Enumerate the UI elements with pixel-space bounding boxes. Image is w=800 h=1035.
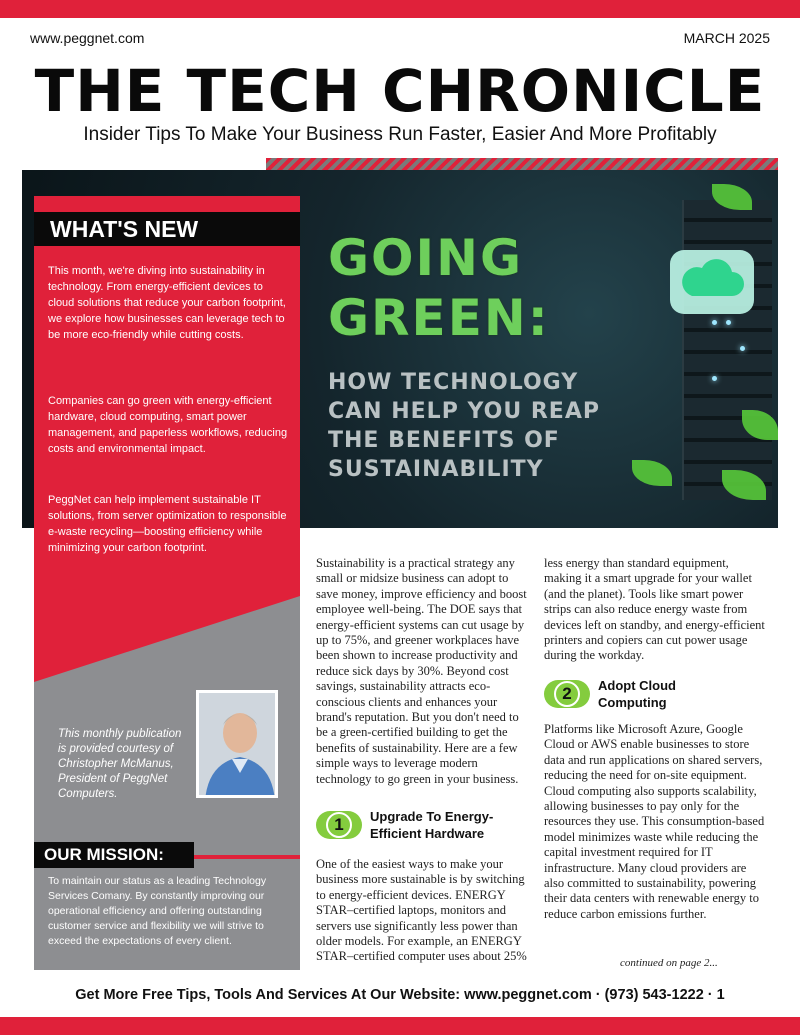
author-photo (196, 690, 278, 798)
newsletter-tagline: Insider Tips To Make Your Business Run Faster, Easier And More Profitably (83, 124, 717, 145)
decorative-stripe (266, 158, 778, 170)
mission-heading: OUR MISSION: (34, 842, 194, 868)
footer-text[interactable]: Get More Free Tips, Tools And Services At Our Website: www.peggnet.com · (973) 543-1222 · 1 (75, 987, 725, 1003)
server-led (740, 346, 745, 351)
whats-new-paragraph: This month, we're diving into sustainability in technology. From energy-efficient devices to cloud solutions that reduce your carbon footprint, we explore how businesses can leverage tech to be more eco-friendly while cutting costs. (48, 265, 286, 341)
bottom-red-bar (0, 1017, 800, 1035)
mission-divider (194, 855, 300, 859)
cloud-icon (662, 230, 762, 330)
hero-title (328, 228, 550, 348)
whats-new-paragraph: PeggNet can help implement sustainable IT solutions, from server optimization to responsible e-waste recycling—boosting efficiency while minimizing your carbon footprint. (48, 494, 287, 554)
section-2-title: Adopt Cloud Computing (598, 678, 676, 710)
section-1-text: One of the easiest ways to make your business more sustainable is by switching to energy-efficient devices. ENERGY STAR–certified laptops, monitors and servers use significantly less power than older models. For example, an ENERGY STAR–certified computer uses about 25% (316, 857, 527, 964)
number-badge (544, 680, 590, 708)
continued-note: continued on page 2... (620, 957, 718, 969)
section-1-title: Upgrade To Energy-Efficient Hardware (370, 809, 494, 841)
hero-subtitle-line: CAN HELP YOU REAP (328, 399, 600, 424)
hero-subtitle (328, 368, 600, 484)
whats-new-heading: WHAT'S NEW (34, 212, 300, 246)
newsletter-title: THE TECH CHRONICLE (34, 57, 766, 125)
mission-text: To maintain our status as a leading Technology Services Comany. By constantly improving our operational efficiency and offering outstanding customer service and flexibility we will strive to exceed the expectations of every client. (48, 875, 267, 947)
top-red-bar (0, 0, 800, 18)
issue-date: MARCH 2025 (683, 30, 770, 46)
hero-title-line: GREEN: (328, 289, 550, 347)
server-led (712, 376, 717, 381)
article-intro: Sustainability is a practical strategy any small or midsize business can adopt to save money, improve efficiency and boost employee well-being. The DOE says that energy-efficient systems can cut usage by up to 75%, and greener workplaces have been shown to increase productivity and reduce sick days by 30%. Beyond cost savings, sustainability attracts eco-conscious clients and enhances your brand's reputation. But you don't need to be a green-certified building to get the benefits of sustainability. Here are a few simple ways to leverage modern technology to go green in your business. (316, 556, 527, 786)
whats-new-paragraph: Companies can go green with energy-efficient hardware, cloud computing, smart power management, and paperless workflows, reducing costs and environmental impact. (48, 395, 288, 455)
number-badge (316, 811, 362, 839)
section-2-heading (544, 677, 708, 711)
website-url[interactable]: www.peggnet.com (30, 30, 145, 46)
hero-subtitle-line: HOW TECHNOLOGY (328, 370, 579, 395)
badge-number: 2 (554, 681, 580, 707)
article-column-2-text: less energy than standard equipment, making it a smart upgrade for your wallet (and the planet). Tools like smart power strips can also reduce energy waste from devices left on standby, and energy-efficient printers and copiers can cut power usage during the workday. (544, 556, 765, 663)
leaf-graphic (632, 460, 672, 486)
hero-subtitle-line: THE BENEFITS OF (328, 428, 560, 453)
hero-title-line: GOING (328, 229, 524, 287)
section-1-heading (316, 808, 510, 842)
badge-number: 1 (326, 812, 352, 838)
hero-subtitle-line: SUSTAINABILITY (328, 457, 544, 482)
person-icon (199, 693, 278, 798)
section-2-text: Platforms like Microsoft Azure, Google Cloud or AWS enable businesses to store data and run applications on shared servers, reducing the need for on-site equipment. Cloud computing also supports scalability, allowing businesses to pay only for the resources they use. This consumption-based model minimizes waste while reducing the capital investment required for IT infrastructure. Many cloud providers are also committed to sustainability, powering their data centers with renewable energy to reduce carbon emissions further. (544, 722, 765, 921)
courtesy-text: This monthly publication is provided courtesy of Christopher McManus, President of PeggNet Computers. (58, 728, 182, 800)
